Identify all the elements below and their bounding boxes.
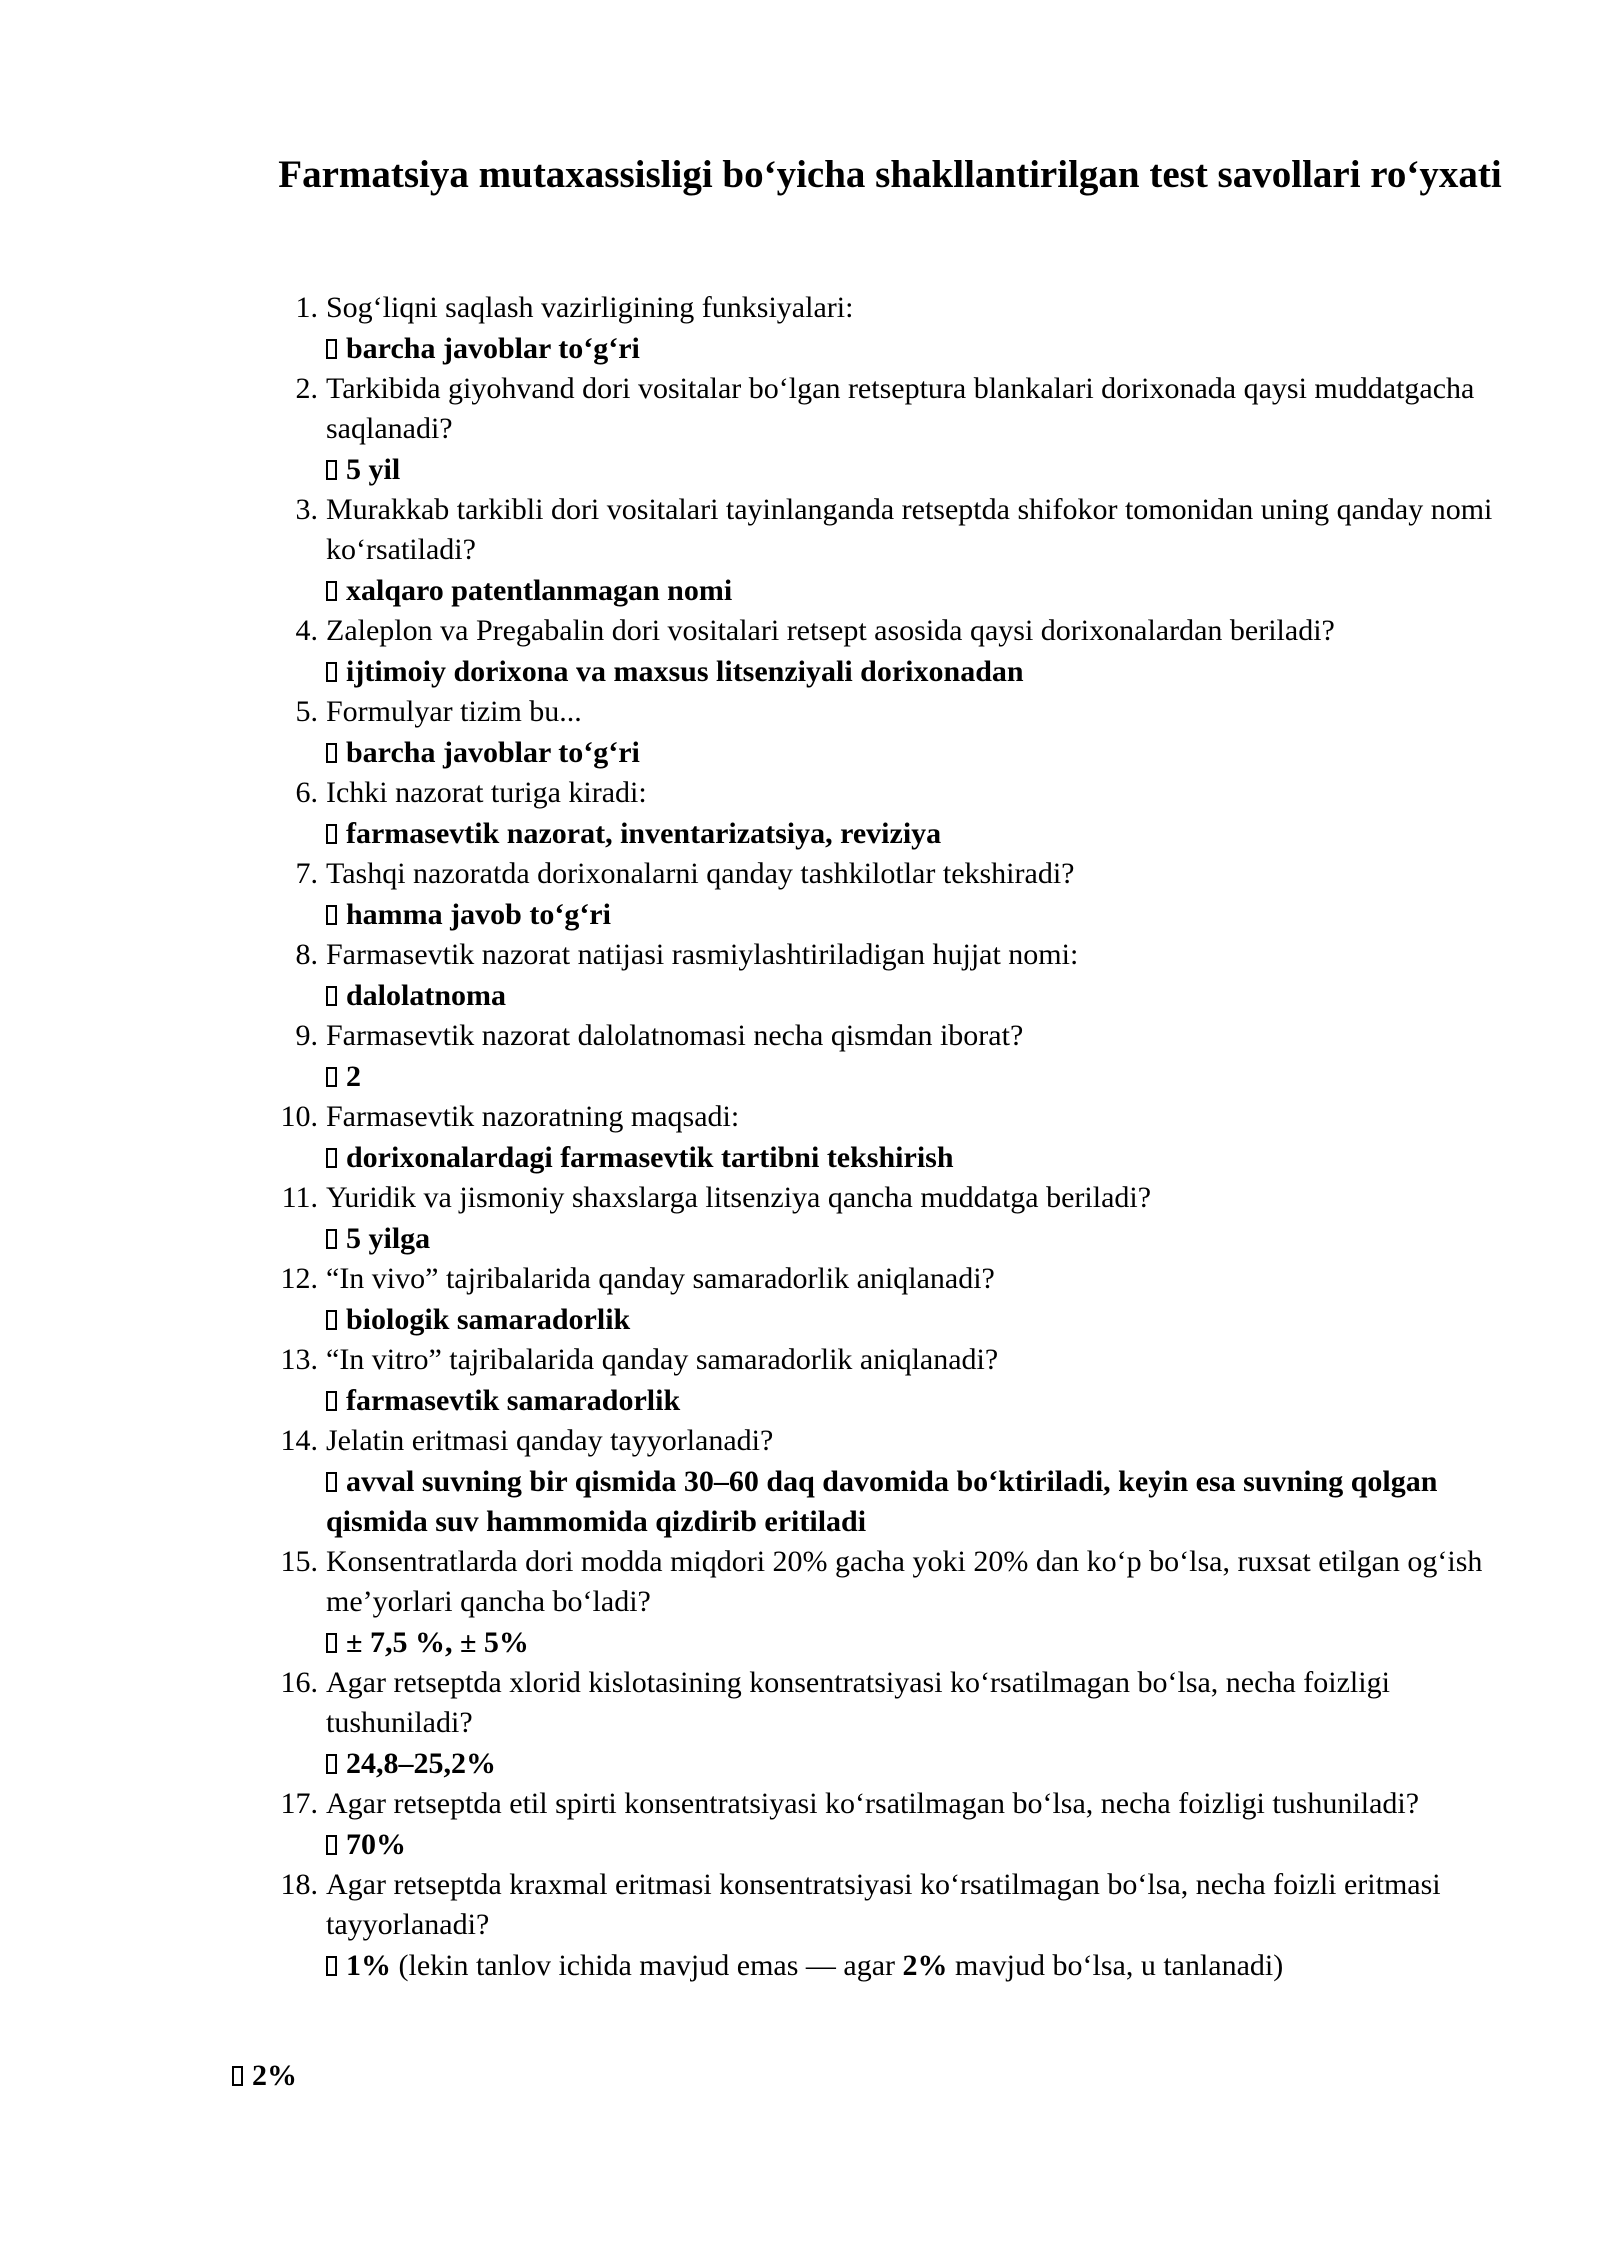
checkbox-icon <box>326 743 337 763</box>
question-text: Farmasevtik nazoratning maqsadi: <box>326 1100 740 1133</box>
checkbox-icon <box>326 1633 337 1653</box>
document-title: Farmatsiya mutaxassisligi bo‘yicha shakllantirilgan test savollari ro‘yxati <box>278 153 1502 196</box>
checkbox-icon <box>326 460 337 480</box>
question-item <box>270 773 1510 854</box>
question-text: Sog‘liqni saqlash vazirligining funksiyalari: <box>326 291 854 324</box>
answer <box>326 571 1510 611</box>
checkbox-icon <box>326 1229 337 1249</box>
question-number: 1. <box>295 291 318 324</box>
question-item <box>270 1784 1510 1865</box>
answer <box>326 1946 1510 1986</box>
question-text: “In vitro” tajribalarida qanday samaradorlik aniqlanadi? <box>326 1343 999 1376</box>
question-text: Agar retseptda xlorid kislotasining konsentratsiyasi ko‘rsatilmagan bo‘lsa, necha foizligi tushuniladi? <box>326 1666 1390 1739</box>
question-text: Murakkab tarkibli dori vositalari tayinlanganda retseptda shifokor tomonidan uning qanday nomi ko‘rsatiladi? <box>326 493 1493 566</box>
question-text: Agar retseptda kraxmal eritmasi konsentratsiyasi ko‘rsatilmagan bo‘lsa, necha foizli eritmasi tayyorlanadi? <box>326 1868 1441 1941</box>
question-item <box>270 1865 1510 1986</box>
question-list <box>270 288 1510 1986</box>
question-number: 3. <box>295 493 318 526</box>
answer-text: barcha javoblar to‘g‘ri <box>346 332 640 365</box>
question-item <box>270 1178 1510 1259</box>
answer <box>326 814 1510 854</box>
question-text: Agar retseptda etil spirti konsentratsiyasi ko‘rsatilmagan bo‘lsa, necha foizligi tushuniladi? <box>326 1787 1420 1820</box>
checkbox-icon <box>326 905 337 925</box>
question-item <box>270 935 1510 1016</box>
question-text: Yuridik va jismoniy shaxslarga litsenziya qancha muddatga beriladi? <box>326 1181 1152 1214</box>
question-item <box>270 288 1510 369</box>
checkbox-icon <box>326 1956 337 1976</box>
answer <box>326 895 1510 935</box>
question-number: 2. <box>295 372 318 405</box>
question-item <box>270 854 1510 935</box>
answer <box>326 450 1510 490</box>
question-number: 18. <box>280 1868 318 1901</box>
question-number: 14. <box>280 1424 318 1457</box>
question-text: Tashqi nazoratda dorixonalarni qanday tashkilotlar tekshiradi? <box>326 857 1075 890</box>
question-number: 4. <box>295 614 318 647</box>
checkbox-icon <box>326 1754 337 1774</box>
answer-text: barcha javoblar to‘g‘ri <box>346 736 640 769</box>
checkbox-icon <box>326 1148 337 1168</box>
question-item <box>270 1340 1510 1421</box>
answer <box>326 1138 1510 1178</box>
question-number: 17. <box>280 1787 318 1820</box>
question-item <box>270 1542 1510 1663</box>
answer-text: ijtimoiy dorixona va maxsus litsenziyali dorixonadan <box>346 655 1024 688</box>
answer-text: biologik samaradorlik <box>346 1303 631 1336</box>
question-text: Tarkibida giyohvand dori vositalar bo‘lgan retseptura blankalari dorixonada qaysi muddatgacha saqlanadi? <box>326 372 1475 445</box>
question-number: 6. <box>295 776 318 809</box>
answer-note-bold: 2% <box>902 1949 948 1982</box>
question-item <box>270 490 1510 611</box>
answer-text: farmasevtik samaradorlik <box>346 1384 681 1417</box>
answer-text: avval suvning bir qismida 30–60 daq davomida bo‘ktiriladi, keyin esa suvning qolgan qismida suv hammomida qizdirib eritiladi <box>326 1465 1438 1538</box>
answer-text: hamma javob to‘g‘ri <box>346 898 611 931</box>
question-number: 16. <box>280 1666 318 1699</box>
answer-text: dorixonalardagi farmasevtik tartibni tekshirish <box>346 1141 954 1174</box>
question-text: “In vivo” tajribalarida qanday samaradorlik aniqlanadi? <box>326 1262 995 1295</box>
question-number: 12. <box>280 1262 318 1295</box>
question-item <box>270 692 1510 773</box>
question-number: 7. <box>295 857 318 890</box>
question-text: Ichki nazorat turiga kiradi: <box>326 776 647 809</box>
checkbox-icon <box>232 2066 243 2086</box>
answer <box>326 976 1510 1016</box>
answer-text: 2 <box>346 1060 361 1093</box>
answer <box>326 1462 1510 1542</box>
question-number: 11. <box>281 1181 318 1214</box>
checkbox-icon <box>326 1472 337 1492</box>
question-text: Farmasevtik nazorat natijasi rasmiylashtiriladigan hujjat nomi: <box>326 938 1079 971</box>
answer-text: dalolatnoma <box>346 979 507 1012</box>
checkbox-icon <box>326 581 337 601</box>
answer-text: farmasevtik nazorat, inventarizatsiya, reviziya <box>346 817 942 850</box>
question-number: 9. <box>295 1019 318 1052</box>
question-item <box>270 1097 1510 1178</box>
question-item <box>270 1421 1510 1542</box>
answer <box>326 329 1510 369</box>
answer <box>326 1623 1510 1663</box>
answer <box>326 733 1510 773</box>
answer-text: 5 yilga <box>346 1222 431 1255</box>
question-number: 10. <box>280 1100 318 1133</box>
checkbox-icon <box>326 986 337 1006</box>
answer <box>326 1825 1510 1865</box>
question-item <box>270 1663 1510 1784</box>
checkbox-icon <box>326 1067 337 1087</box>
question-number: 8. <box>295 938 318 971</box>
answer <box>326 1300 1510 1340</box>
answer <box>326 652 1510 692</box>
question-text: Zaleplon va Pregabalin dori vositalari retsept asosida qaysi dorixonalardan beriladi? <box>326 614 1335 647</box>
question-number: 13. <box>280 1343 318 1376</box>
checkbox-icon <box>326 824 337 844</box>
answer-text: 70% <box>346 1828 406 1861</box>
question-item <box>270 1259 1510 1340</box>
answer-text: 5 yil <box>346 453 401 486</box>
question-item <box>270 611 1510 692</box>
answer-text: xalqaro patentlanmagan nomi <box>346 574 733 607</box>
answer <box>326 1219 1510 1259</box>
checkbox-icon <box>326 1835 337 1855</box>
question-number: 15. <box>280 1545 318 1578</box>
question-text: Konsentratlarda dori modda miqdori 20% gacha yoki 20% dan ko‘p bo‘lsa, ruxsat etilgan og‘ish me’yorlari qancha bo‘ladi? <box>326 1545 1483 1618</box>
answer-text: 1% <box>346 1949 391 1982</box>
question-text: Jelatin eritmasi qanday tayyorlanadi? <box>326 1424 774 1457</box>
answer <box>326 1381 1510 1421</box>
answer-note: mavjud bo‘lsa, u tanlanadi) <box>947 1949 1284 1982</box>
answer-text: 24,8–25,2% <box>346 1747 496 1780</box>
question-text: Farmasevtik nazorat dalolatnomasi necha qismdan iborat? <box>326 1019 1024 1052</box>
stray-answer <box>232 2056 297 2096</box>
answer <box>326 1744 1510 1784</box>
stray-answer-text: 2% <box>252 2059 297 2092</box>
question-item <box>270 1016 1510 1097</box>
question-item <box>270 369 1510 490</box>
answer-text: ± 7,5 %, ± 5% <box>346 1626 529 1659</box>
checkbox-icon <box>326 1391 337 1411</box>
answer <box>326 1057 1510 1097</box>
checkbox-icon <box>326 1310 337 1330</box>
checkbox-icon <box>326 339 337 359</box>
checkbox-icon <box>326 662 337 682</box>
question-text: Formulyar tizim bu... <box>326 695 582 728</box>
answer-note: (lekin tanlov ichida mavjud emas — agar <box>391 1949 903 1982</box>
question-number: 5. <box>295 695 318 728</box>
